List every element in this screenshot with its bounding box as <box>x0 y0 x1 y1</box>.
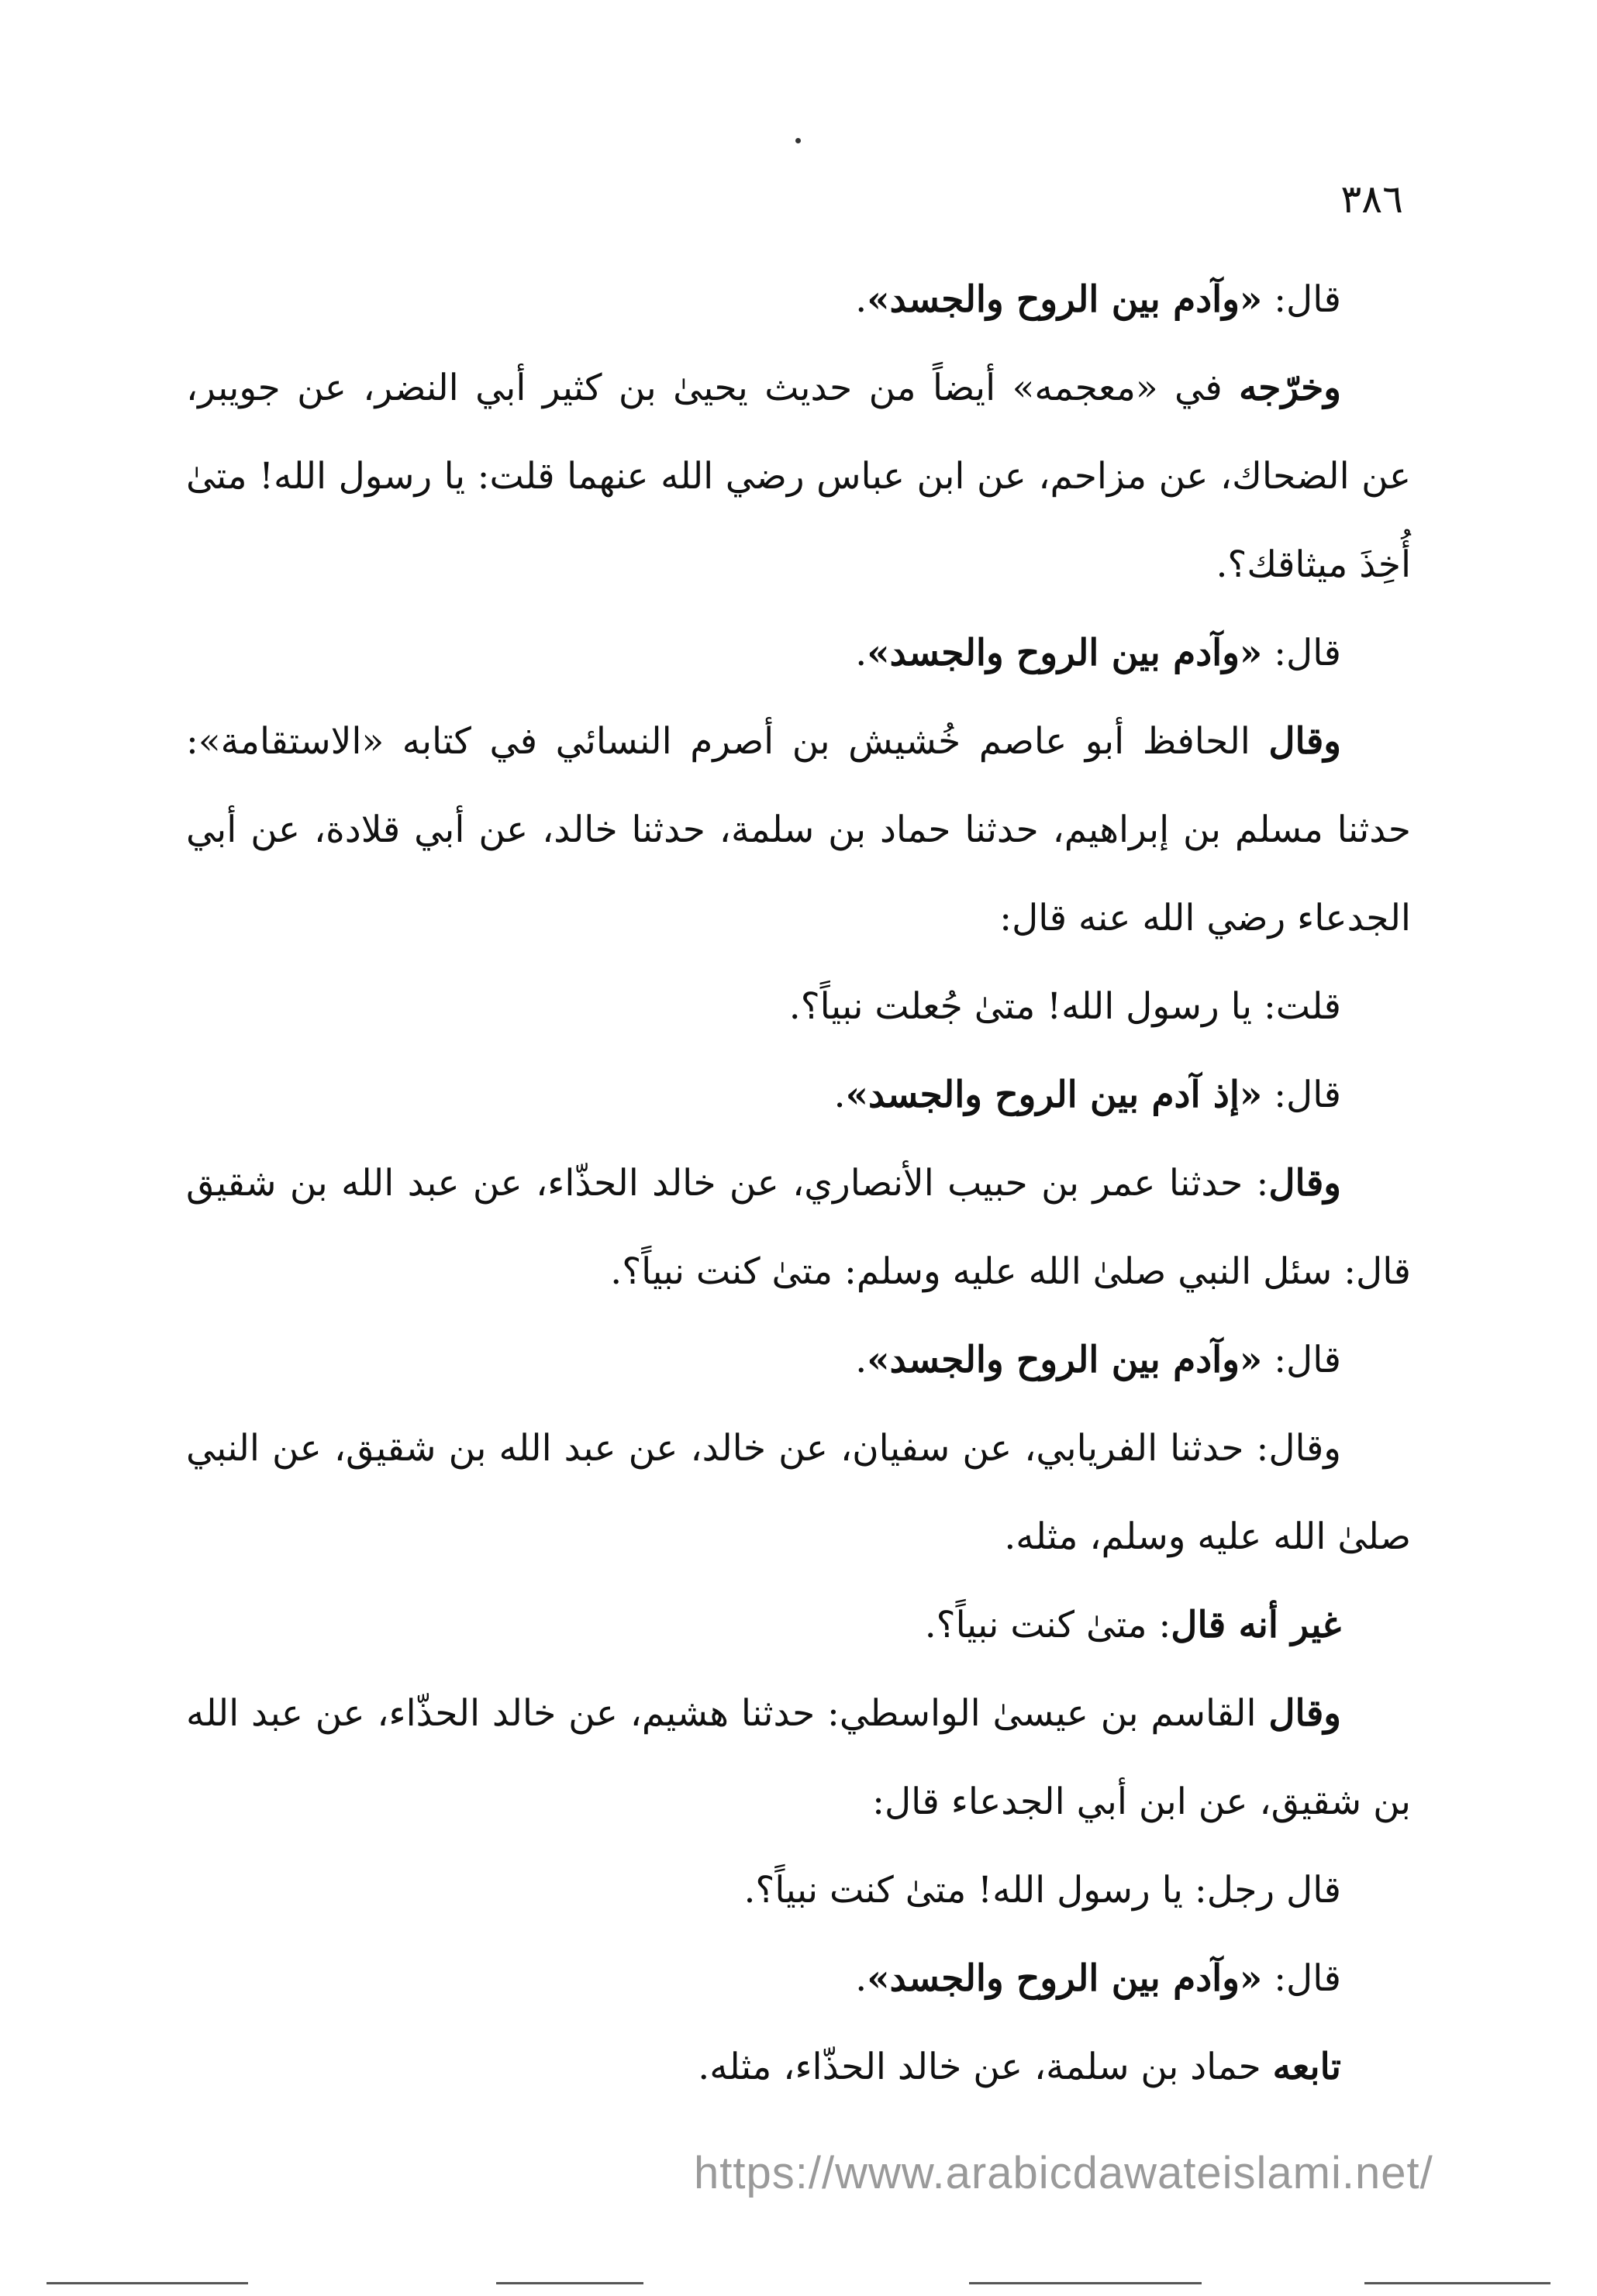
footer-rule <box>47 2282 248 2284</box>
text-line-14: تابعه حماد بن سلمة، عن خالد الحذّاء، مثله. <box>698 2046 1341 2088</box>
stray-dot <box>795 138 801 143</box>
text-line-8: قال: «وآدم بين الروح والجسد». <box>855 1339 1341 1381</box>
text-line-4: وقال الحافظ أبو عاصم خُشيش بن أصرم النسائي في كتابه «الاستقامة»: حدثنا مسلم بن إبراهيم، حدثنا حماد بن سلمة، حدثنا خالد، عن أبي قلادة، عن أبي الجدعاء رضي الله عنه قال: <box>186 720 1411 939</box>
text-line-7: وقال: حدثنا عمر بن حبيب الأنصاري، عن خالد الحذّاء، عن عبد الله بن شقيق قال: سئل النبي صلىٰ الله عليه وسلم: متىٰ كنت نبياً؟. <box>186 1162 1411 1293</box>
body-text <box>186 256 1411 2112</box>
text-line-2: وخرّجه في «معجمه» أيضاً من حديث يحيىٰ بن كثير أبي النضر، عن جويبر، عن الضحاك، عن مزاحم، عن ابن عباس رضي الله عنهما قلت: يا رسول الله! متىٰ أُخِذَ ميثاقك؟. <box>186 367 1411 586</box>
text-line-12: قال رجل: يا رسول الله! متىٰ كنت نبياً؟. <box>743 1869 1341 1912</box>
footer-rule <box>969 2282 1202 2284</box>
text-line-6: قال: «إذ آدم بين الروح والجسد». <box>833 1074 1341 1116</box>
text-line-11: وقال القاسم بن عيسىٰ الواسطي: حدثنا هشيم، عن خالد الحذّاء، عن عبد الله بن شقيق، عن ابن أبي الجدعاء قال: <box>186 1692 1411 1823</box>
source-url: https://www.arabicdawateislami.net/ <box>694 2148 1433 2198</box>
footer-rule <box>496 2282 643 2284</box>
text-line-13: قال: «وآدم بين الروح والجسد». <box>855 1957 1341 2000</box>
text-line-3: قال: «وآدم بين الروح والجسد». <box>855 632 1341 674</box>
page-number: ٣٨٦ <box>1340 177 1403 222</box>
text-line-9: وقال: حدثنا الفريابي، عن سفيان، عن خالد، عن عبد الله بن شقيق، عن النبي صلىٰ الله عليه وسلم، مثله. <box>186 1427 1411 1558</box>
text-line-5: قلت: يا رسول الله! متىٰ جُعلت نبياً؟. <box>788 985 1341 1028</box>
text-line-10: غير أنه قال: متىٰ كنت نبياً؟. <box>924 1604 1341 1646</box>
text-line-1: قال: «وآدم بين الروح والجسد». <box>855 278 1341 321</box>
footer-rule <box>1364 2282 1550 2284</box>
